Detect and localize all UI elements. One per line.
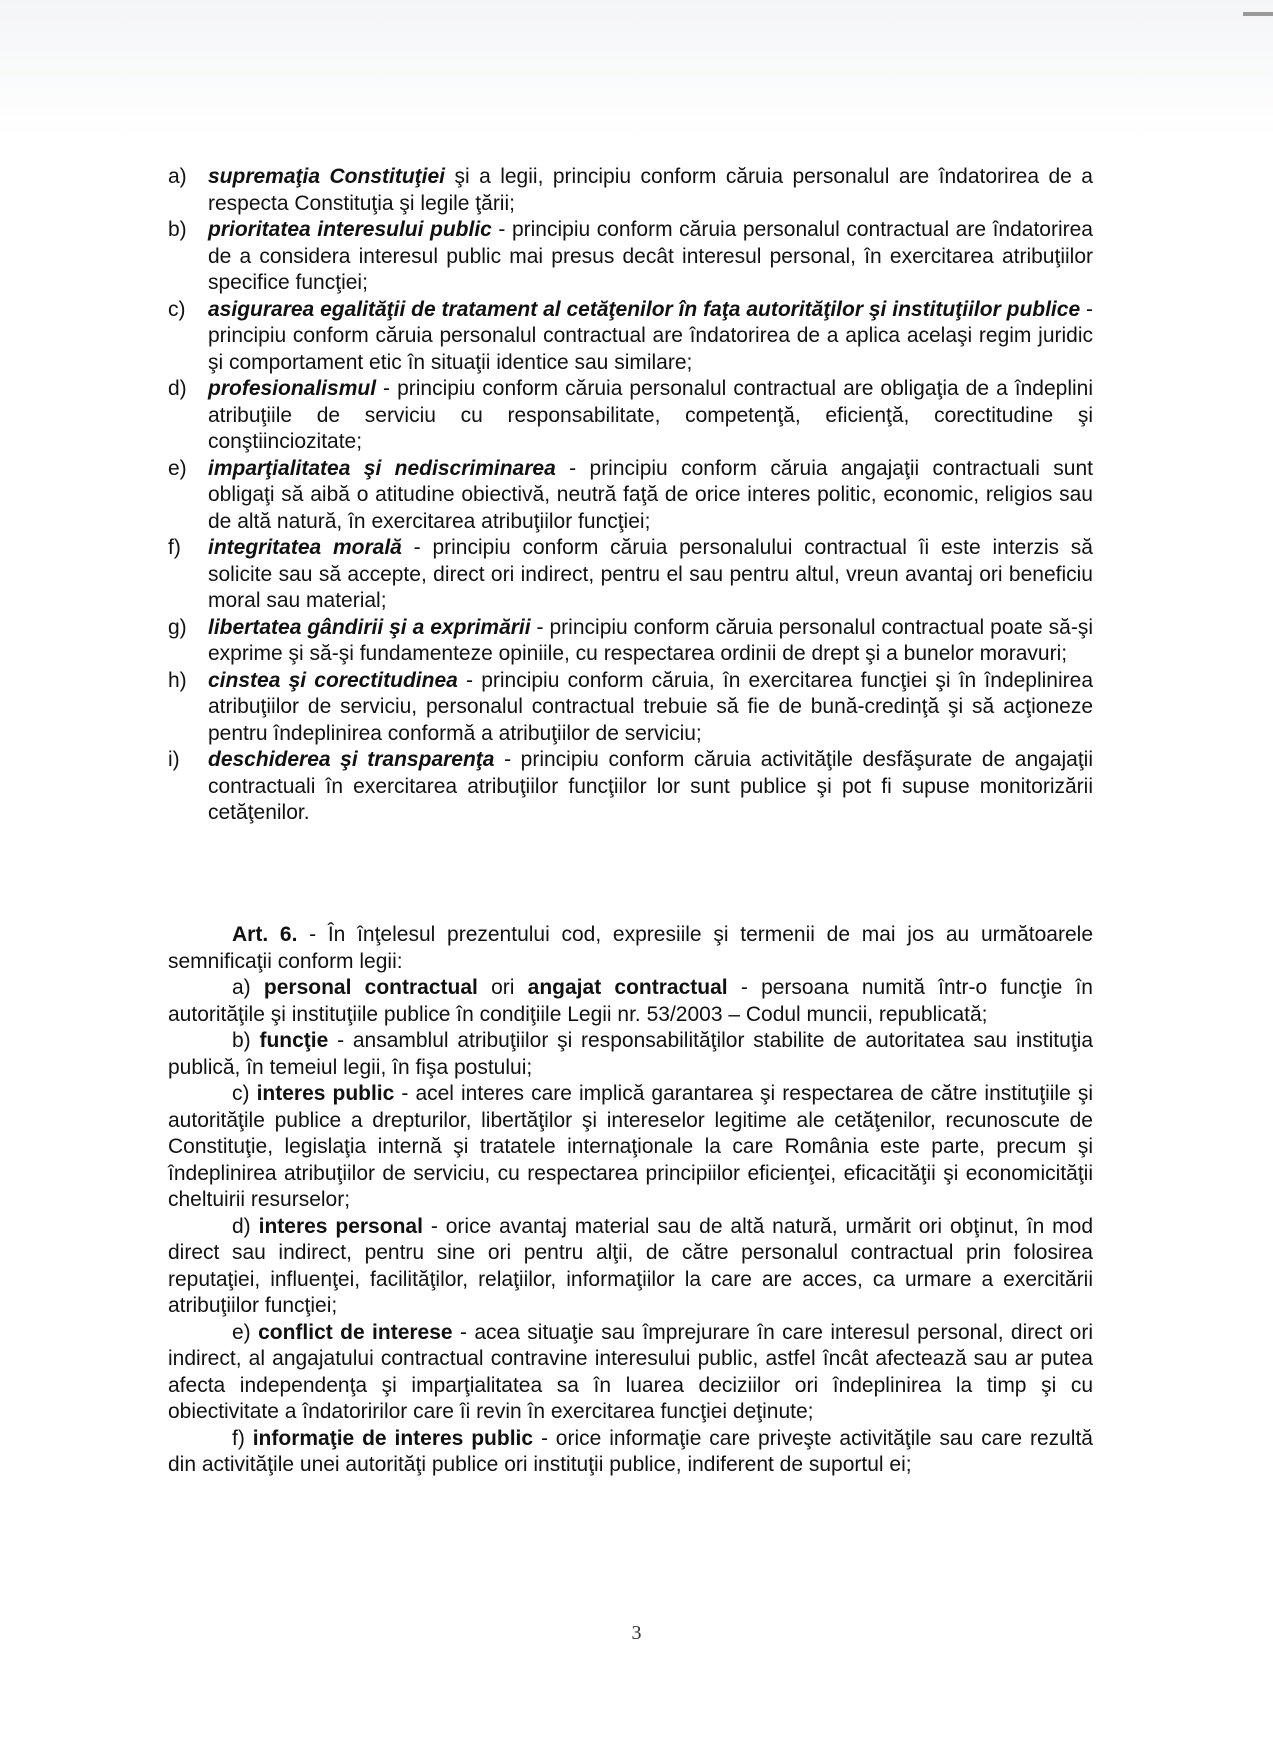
definition-term: angajat contractual <box>527 976 728 999</box>
principle-term: asigurarea egalităţii de tratament al cetăţenilor în faţa autorităţilor şi instituţiilor publice <box>208 297 1081 321</box>
definition-term: interes personal <box>258 1214 423 1238</box>
item-marker: h) <box>168 668 187 692</box>
principle-term: prioritatea interesului public <box>208 218 492 241</box>
principle-text: - principiu conform căruia, în exercitarea funcţiei şi în îndeplinirea atribuţiilor de serviciu, personalul contractual trebuie să fie de bună-credinţă şi să acţioneze pentru îndeplinirea conformă a atribuţiilor de serviciu; <box>208 668 1094 745</box>
item-marker: f) <box>168 536 181 559</box>
definition-item <box>168 1081 1093 1214</box>
page-number: 3 <box>631 1622 642 1644</box>
principle-item <box>168 668 1093 748</box>
definition-text: - orice avantaj material sau de altă natură, urmărit ori obţinut, în mod direct sau indirect, pentru sine ori pentru alţii, de către personalul contractual prin folosirea reputaţiei, influenţei, facilităţilor, relaţiilor, informaţiilor la care are acces, ca urmare a exercitării atribuţiilor funcţiei; <box>168 1214 1094 1317</box>
principles-list <box>168 164 1093 827</box>
definition-term: personal contractual <box>263 976 478 999</box>
principle-item <box>168 297 1093 377</box>
definition-text: - acea situaţie sau împrejurare în care interesul personal, direct ori indirect, al angajatului contractual contravine interesului public, astfel încât afectează sau ar putea afecta independenţa şi imparţialitatea sa în luarea deciziilor ori îndeplinirea la timp şi cu obiectivitate a îndatoririlor care îi revin în exercitarea funcţiei deţinute; <box>168 1320 1094 1423</box>
principle-text: - principiu conform căruia activităţile desfăşurate de angajaţii contractuali în exercitarea atribuţiilor funcţiilor lor sunt publice şi pot fi supuse monitorizării cetăţenilor. <box>208 748 1093 824</box>
item-marker: b) <box>232 1029 251 1052</box>
principle-item <box>168 376 1093 456</box>
principle-item <box>168 747 1093 827</box>
item-marker: c) <box>232 1082 250 1105</box>
principle-term: supremaţia Constituţiei <box>208 165 445 188</box>
principle-text: - principiu conform căruia personalul contractual are obligaţia de a îndeplini atribuţiile de serviciu cu responsabilitate, competenţă, eficienţă, corectitudine şi conştiinciozitate; <box>208 377 1093 453</box>
item-marker: i) <box>168 748 180 771</box>
item-marker: d) <box>168 377 187 400</box>
item-marker: e) <box>168 456 187 480</box>
principle-item <box>168 217 1093 297</box>
definition-term: interes public <box>256 1082 395 1105</box>
scan-edge-mark <box>1243 12 1273 16</box>
definition-item <box>168 1028 1093 1081</box>
principle-term: cinstea şi corectitudinea <box>208 668 458 692</box>
definition-item <box>168 975 1093 1028</box>
definition-term: informaţie de interes public <box>252 1426 534 1450</box>
item-marker: d) <box>232 1214 251 1238</box>
principle-term: libertatea gândirii şi a exprimării <box>208 615 531 639</box>
principle-item <box>168 615 1093 668</box>
principle-text: - principiu conform căruia personalului contractual îi este interzis să solicite sau să accepte, direct ori indirect, pentru el sau pentru altul, vreun avantaj ori beneficiu moral sau material; <box>208 536 1093 612</box>
principle-text: - principiu conform căruia personalul contractual are îndatorirea de a aplica acelaşi regim juridic şi comportament etic în situaţii identice sau similare; <box>208 297 1093 374</box>
article-intro <box>168 922 1093 975</box>
principle-item <box>168 164 1093 217</box>
item-marker: a) <box>232 976 251 999</box>
principle-item <box>168 535 1093 615</box>
article-heading: Art. 6. <box>232 923 298 946</box>
principle-text: şi a legii, principiu conform căruia personalul are îndatorirea de a respecta Constituţia şi legile ţării; <box>208 165 1093 215</box>
principle-item <box>168 456 1093 536</box>
item-marker: g) <box>168 615 187 639</box>
principle-term: imparţialitatea şi nediscriminarea <box>208 456 556 480</box>
item-marker: a) <box>168 165 187 188</box>
principle-text: - principiu conform căruia personalul contractual poate să-şi exprime şi să-şi fundamenteze opiniile, cu respectarea ordinii de drept şi a bunelor moravuri; <box>208 615 1093 665</box>
item-marker: e) <box>232 1320 251 1344</box>
definition-item <box>168 1426 1093 1479</box>
definition-text: - acel interes care implică garantarea şi respectarea de către instituţiile şi autorităţile publice a drepturilor, libertăţilor şi intereselor legitime ale cetăţenilor, recunoscute de Constituţie, legislaţia internă şi tratatele internaţionale la care România este parte, precum şi îndeplinirea atribuţiilor de serviciu, cu respectarea principiilor eficienţei, eficacităţii şi economicităţii cheltuirii resurselor; <box>168 1082 1093 1211</box>
definition-text: - ansamblul atribuţiilor şi responsabilităţilor stabilite de autoritatea sau instituţia publică, în temeiul legii, în fişa postului; <box>168 1029 1093 1079</box>
principle-term: profesionalismul <box>208 377 377 400</box>
definition-term: funcţie <box>259 1029 329 1052</box>
article-intro-text: - În înţelesul prezentului cod, expresiile şi termenii de mai jos au următoarele semnificaţii conform legii: <box>168 923 1093 973</box>
article-6 <box>168 922 1093 1479</box>
definition-connector: ori <box>477 976 528 999</box>
definition-term: conflict de interese <box>258 1320 453 1344</box>
definition-text: - orice informaţie care priveşte activităţile sau care rezultă din activităţile unei autorităţi publice ori instituţii publice, indiferent de suportul ei; <box>168 1426 1093 1476</box>
item-marker: f) <box>232 1426 245 1450</box>
item-marker: b) <box>168 218 187 241</box>
principle-text: - principiu conform căruia angajaţii contractuali sunt obligaţi să aibă o atitudine obiectivă, neutră faţă de orice interes politic, economic, religios sau de altă natură, în exercitarea atribuţiilor funcţiei; <box>208 456 1093 533</box>
principle-text: - principiu conform căruia personalul contractual are îndatorirea de a considera interesul public mai presus decât interesul personal, în exercitarea atribuţiilor specifice funcţiei; <box>208 218 1093 294</box>
definition-text: - persoana numită într-o funcţie în autorităţile şi instituţiile publice în condiţiile Legii nr. 53/2003 – Codul muncii, republicată; <box>168 976 1093 1026</box>
definition-item <box>168 1214 1093 1320</box>
principle-term: integritatea morală <box>208 536 402 559</box>
definition-item <box>168 1320 1093 1426</box>
principle-term: deschiderea şi transparenţa <box>208 748 495 771</box>
item-marker: c) <box>168 297 186 321</box>
